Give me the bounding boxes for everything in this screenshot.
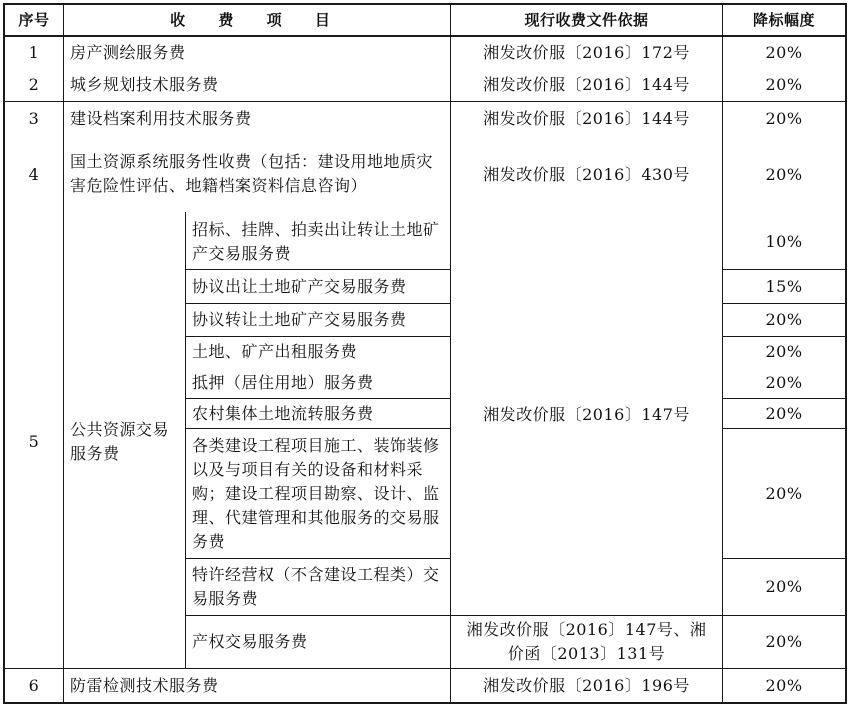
row-6-item: 防雷检测技术服务费 (70, 675, 219, 695)
row-6-no: 6 (28, 675, 40, 695)
table-border-right (845, 3, 847, 704)
row-5-basis-last-text: 湘发改价服〔2016〕147号、湘价函〔2013〕131号 (466, 620, 707, 663)
subitem-7-reduction: 20% (765, 483, 803, 503)
row-2-no: 2 (28, 75, 40, 94)
subitem-6-reduction: 20% (765, 403, 803, 423)
subitem-6: 农村集体土地流转服务费 (192, 403, 374, 423)
row-1-reduction: 20% (765, 43, 803, 62)
row-4-no: 4 (28, 165, 40, 184)
header-reduction: 降标幅度 (752, 11, 815, 29)
row-5-no: 5 (28, 431, 40, 451)
subitem-3: 协议转让土地矿产交易服务费 (192, 310, 407, 329)
row-1-no: 1 (28, 43, 40, 62)
subitem-1 (186, 215, 450, 269)
subitem-9-reduction: 20% (765, 632, 803, 651)
subitem-7 (186, 429, 450, 558)
row-4-item (64, 135, 450, 213)
subitem-5-reduction: 20% (765, 372, 803, 392)
subitem-4: 土地、矿产出租服务费 (192, 342, 358, 361)
subitem-1-reduction: 10% (765, 232, 803, 251)
subitem-2-reduction: 15% (765, 276, 803, 296)
row-2-reduction: 20% (765, 75, 803, 94)
subitem-1-text: 招标、挂牌、拍卖出让转让土地矿产交易服务费 (192, 220, 440, 263)
header-item: 收 费 项 目 (170, 11, 344, 29)
row-5-item-text: 公共资源交易服务费 (70, 419, 170, 463)
header-no: 序号 (18, 11, 50, 29)
row-5-item (64, 215, 185, 668)
subitem-8 (186, 559, 450, 615)
fee-table (3, 3, 847, 704)
row-3-reduction: 20% (765, 108, 803, 128)
row-4-reduction: 20% (765, 165, 803, 184)
subitem-2: 协议出让土地矿产交易服务费 (192, 276, 407, 296)
row-3-basis: 湘发改价服〔2016〕144号 (483, 108, 690, 128)
row-3-item: 建设档案利用技术服务费 (70, 108, 252, 128)
row-6-reduction: 20% (765, 675, 803, 695)
table-border-bottom (3, 702, 847, 704)
row-1-item: 房产测绘服务费 (70, 43, 186, 62)
row-3-no: 3 (28, 108, 40, 128)
row-4-item-text: 国土资源系统服务性收费（包括：建设用地地质灾害危险性评估、地籍档案资料信息咨询） (70, 152, 434, 195)
subitem-8-reduction: 20% (765, 577, 803, 596)
row-5-basis-main: 湘发改价服〔2016〕147号 (483, 405, 690, 424)
row-2-basis: 湘发改价服〔2016〕144号 (483, 75, 690, 94)
subitem-7-text: 各类建设工程项目施工、装饰装修以及与项目有关的设备和材料采购；建设工程项目勘察、设计、监理、代建管理和其他服务的交易服务费 (192, 435, 440, 551)
subitem-4-reduction: 20% (765, 342, 803, 361)
row-1-basis: 湘发改价服〔2016〕172号 (483, 43, 690, 62)
row-5-basis-last (451, 616, 722, 668)
row-4-basis: 湘发改价服〔2016〕430号 (483, 165, 690, 184)
row-6-basis: 湘发改价服〔2016〕196号 (483, 675, 690, 695)
subitem-9: 产权交易服务费 (192, 632, 308, 651)
subitem-8-text: 特许经营权（不含建设工程类）交易服务费 (192, 565, 440, 608)
row-2-item: 城乡规划技术服务费 (70, 75, 219, 94)
header-basis: 现行收费文件依据 (524, 11, 649, 29)
subitem-3-reduction: 20% (765, 310, 803, 329)
subitem-5: 抵押（居住用地）服务费 (192, 372, 374, 392)
